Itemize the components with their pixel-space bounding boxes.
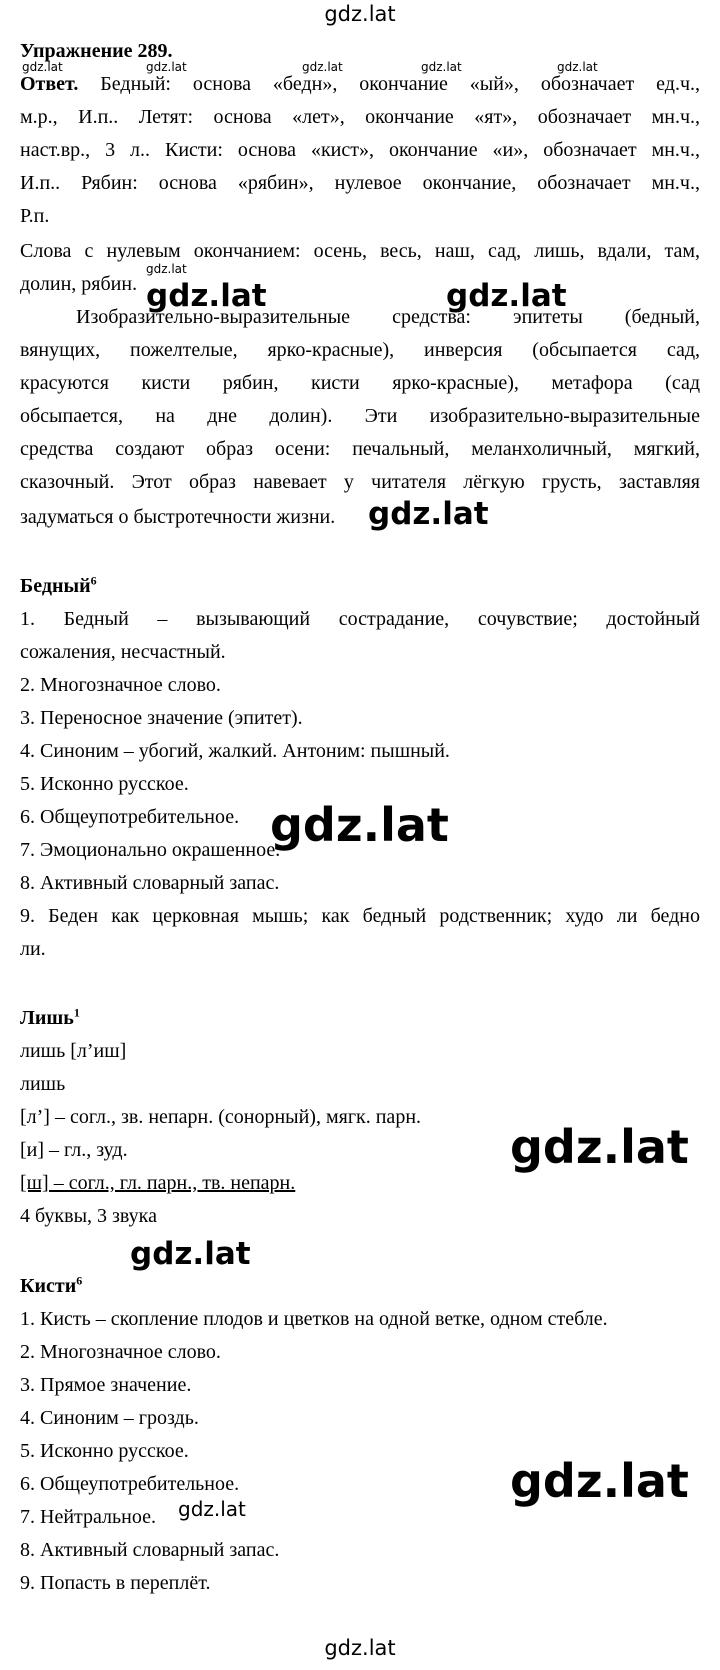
watermark-small: gdz.lat — [421, 60, 462, 74]
list-item: 3. Прямое значение. — [20, 1374, 192, 1396]
paragraph-line: сказочный. Этот образ навевает у читателя лёгкую грусть, заставляя — [20, 471, 700, 493]
answer-line — [20, 68, 700, 101]
phonetic-line: лишь — [20, 1073, 66, 1095]
list-item: 5. Исконно русское. — [20, 773, 189, 795]
answer-line: м.р., И.п.. Летят: основа «лет», окончание «ят», обозначает мн.ч., — [20, 106, 700, 128]
section-title-sup: 6 — [90, 573, 97, 588]
phonetic-line: [и] – гл., зуд. — [20, 1139, 128, 1161]
phonetic-line: [л’] – согл., зв. непарн. (сонорный), мягк. парн. — [20, 1106, 422, 1128]
list-item: 6. Общеупотребительное. — [20, 806, 240, 828]
section-title-text: Кисти — [20, 1275, 77, 1297]
watermark-small: gdz.lat — [146, 262, 187, 276]
list-item: 7. Нейтральное. — [20, 1506, 156, 1528]
list-item: ли. — [20, 938, 46, 960]
section-title-kisti — [20, 1270, 700, 1303]
watermark-medium: gdz.lat — [130, 1236, 251, 1272]
watermark-large: gdz.lat — [270, 798, 449, 852]
paragraph-line: вянущих, пожелтелые, ярко-красные), инверсия (обсыпается сад, — [20, 339, 700, 361]
list-item: 1. Кисть – скопление плодов и цветков на одной ветке, одном стебле. — [20, 1308, 608, 1330]
list-item: 3. Переносное значение (эпитет). — [20, 707, 303, 729]
paragraph-line: обсыпается, на дне долин). Эти изобразительно-выразительные — [20, 405, 700, 427]
list-item: 2. Многозначное слово. — [20, 674, 221, 696]
watermark-small: gdz.lat — [22, 60, 63, 74]
section-title-sup: 6 — [76, 1273, 83, 1288]
watermark-large: gdz.lat — [510, 1454, 689, 1508]
answer-line: И.п.. Рябин: основа «рябин», нулевое окончание, обозначает мн.ч., — [20, 172, 700, 194]
paragraph-line: средства создают образ осени: печальный, меланхоличный, мягкий, — [20, 438, 700, 460]
list-item: 1. Бедный – вызывающий сострадание, сочувствие; достойный — [20, 608, 700, 630]
list-item: 8. Активный словарный запас. — [20, 1539, 280, 1561]
exercise-title: Упражнение 289. — [20, 40, 173, 62]
watermark-small: gdz.lat — [178, 1497, 246, 1521]
paragraph-line: Изобразительно-выразительные средства: эпитеты (бедный, — [76, 306, 700, 328]
list-item: 9. Попасть в переплёт. — [20, 1572, 211, 1594]
answer-line: наст.вр., 3 л.. Кисти: основа «кист», окончание «и», обозначает мн.ч., — [20, 139, 700, 161]
list-item: 4. Синоним – убогий, жалкий. Антоним: пышный. — [20, 740, 450, 762]
answer-line: Слова с нулевым окончанием: осень, весь, наш, сад, лишь, вдали, там, — [20, 240, 700, 262]
section-title-bedny — [20, 570, 700, 603]
watermark-small: gdz.lat — [302, 60, 343, 74]
section-title-text: Бедный — [20, 575, 91, 597]
answer-line: Р.п. — [20, 205, 50, 227]
list-item: 7. Эмоционально окрашенное. — [20, 839, 281, 861]
watermark-medium: gdz.lat — [446, 278, 567, 314]
list-item: 9. Беден как церковная мышь; как бедный родственник; худо ли бедно — [20, 905, 700, 927]
section-title-sup: 1 — [73, 1005, 80, 1020]
watermark-top: gdz.lat — [324, 2, 396, 26]
watermark-medium: gdz.lat — [368, 496, 489, 532]
watermark-small: gdz.lat — [146, 60, 187, 74]
watermark-medium: gdz.lat — [146, 278, 267, 314]
list-item: 4. Синоним – гроздь. — [20, 1407, 199, 1429]
section-title-text: Лишь — [20, 1007, 74, 1029]
watermark-small: gdz.lat — [557, 60, 598, 74]
list-item: сожаления, несчастный. — [20, 641, 226, 663]
list-item: 2. Многозначное слово. — [20, 1341, 221, 1363]
list-item: 8. Активный словарный запас. — [20, 872, 280, 894]
answer-label: Ответ. — [20, 73, 79, 95]
list-item: 5. Исконно русское. — [20, 1440, 189, 1462]
paragraph-line: задуматься о быстротечности жизни. — [20, 506, 336, 528]
answer-line-text: Бедный: основа «бедн», окончание «ый», обозначает ед.ч., — [78, 73, 700, 95]
answer-line: долин, рябин. — [20, 273, 138, 295]
phonetic-line-underlined: [ш] – согл., гл. парн., тв. непарн. — [20, 1172, 296, 1194]
section-title-lish — [20, 1002, 700, 1035]
paragraph-line: красуются кисти рябин, кисти ярко-красные), метафора (сад — [20, 372, 700, 394]
watermark-bottom: gdz.lat — [324, 1636, 396, 1660]
list-item: 6. Общеупотребительное. — [20, 1473, 240, 1495]
watermark-large: gdz.lat — [510, 1120, 689, 1174]
phonetic-line: 4 буквы, 3 звука — [20, 1205, 157, 1227]
phonetic-line: лишь [л’иш] — [20, 1040, 127, 1062]
